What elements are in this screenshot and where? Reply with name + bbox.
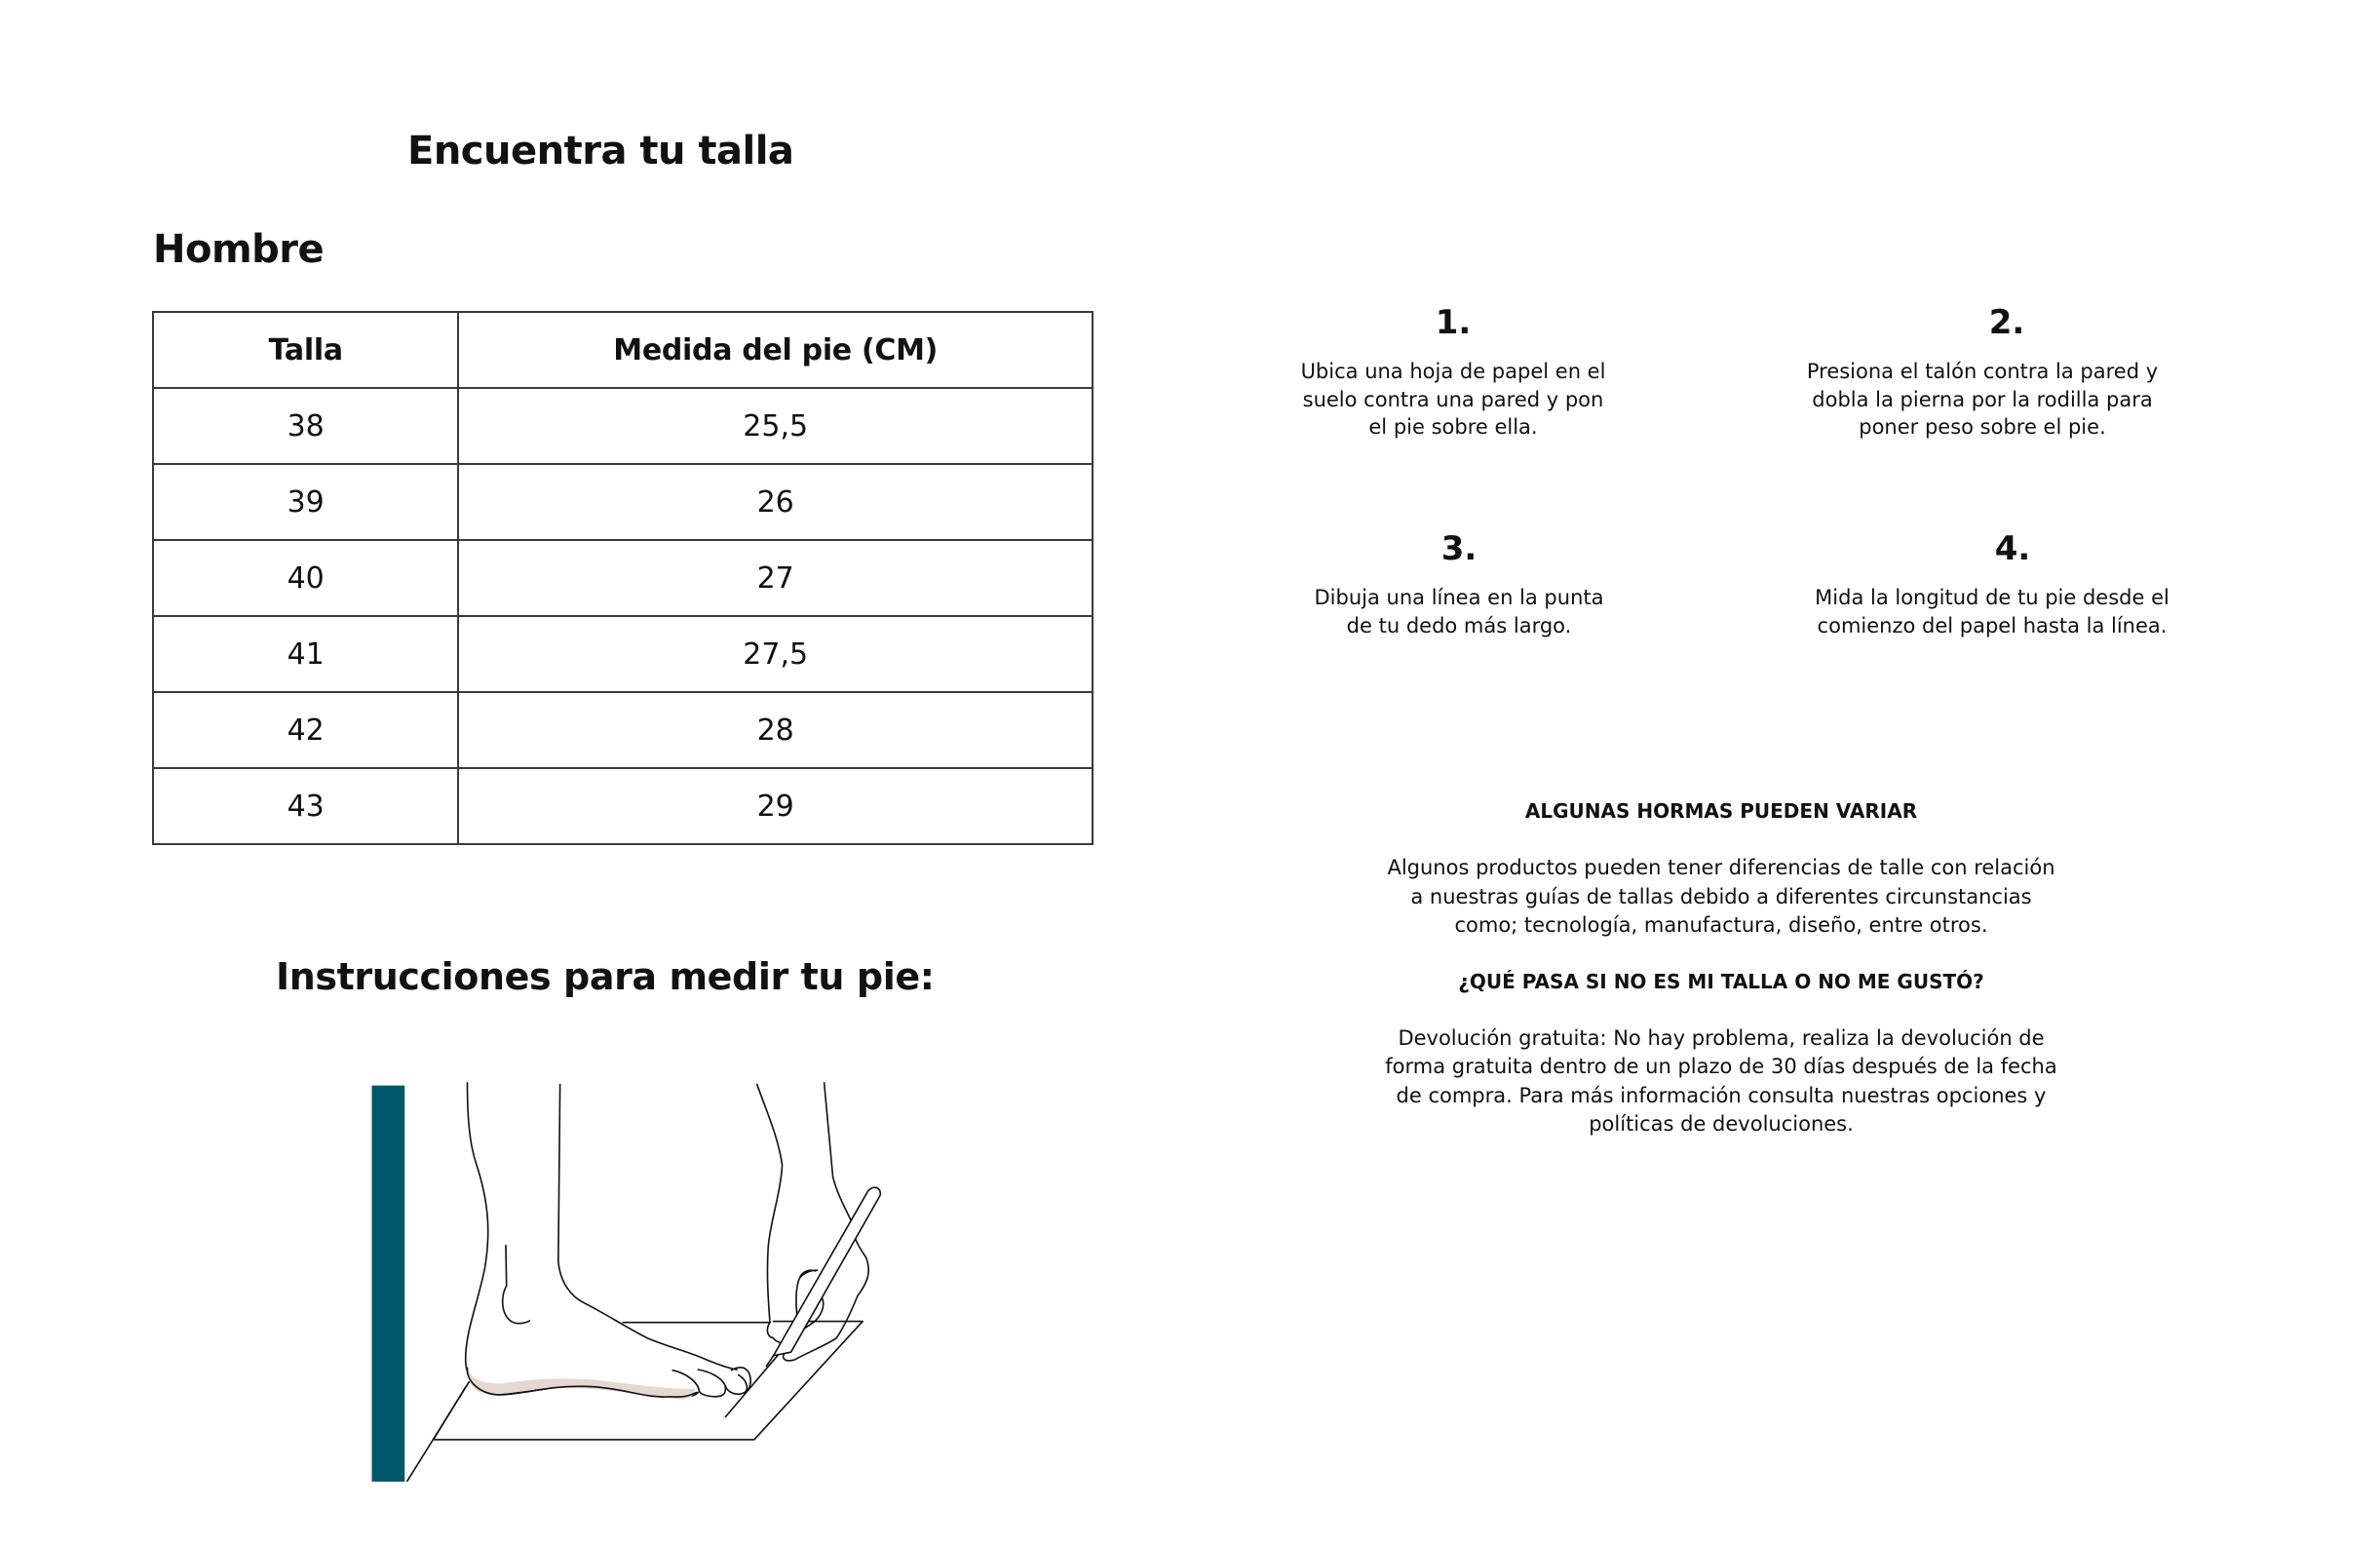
step-text-line: Presiona el talón contra la pared y <box>1806 360 2159 383</box>
step-text-line: el pie sobre ella. <box>1368 415 1538 439</box>
return-text-line: de compra. Para más información consulta nuestras opciones y <box>1396 1083 2047 1107</box>
table-row <box>153 616 1093 692</box>
step-text-line: Ubica una hoja de papel en el <box>1300 360 1606 383</box>
cell-talla: 39 <box>153 464 458 540</box>
step-number: 2. <box>1988 303 2025 342</box>
table-header-row <box>153 312 1093 388</box>
table-row <box>153 540 1093 616</box>
arm <box>757 1085 791 1343</box>
step-number: 1. <box>1435 303 1472 342</box>
cell-talla: 41 <box>153 616 458 692</box>
step-number: 4. <box>1994 529 2031 568</box>
foot-measuring-icon <box>361 1072 906 1482</box>
cell-talla: 38 <box>153 388 458 464</box>
leg-front <box>558 1085 737 1370</box>
wall-shape <box>371 1086 404 1482</box>
step-text-line: Dibuja una línea en la punta <box>1314 586 1604 609</box>
cell-talla: 43 <box>153 768 458 844</box>
cell-medida: 27,5 <box>458 616 1093 692</box>
section-title-hombre: Hombre <box>153 227 325 272</box>
column-header-talla: Talla <box>153 312 458 388</box>
step-1 <box>1219 303 1687 442</box>
step-text-line: comienzo del papel hasta la línea. <box>1817 613 2168 637</box>
step-4 <box>1758 529 2226 639</box>
size-table <box>152 311 1094 845</box>
return-heading: ¿QUÉ PASA SI NO ES MI TALLA O NO ME GUSTÓ? <box>1458 969 1984 993</box>
fit-text-line: como; tecnología, manufactura, diseño, entre otros. <box>1454 913 1988 937</box>
fit-notice <box>1331 797 2111 1139</box>
leg-back <box>466 1083 699 1397</box>
return-text-line: forma gratuita dentro de un plazo de 30 días después de la fecha <box>1385 1055 2057 1078</box>
fit-text-line: Algunos productos pueden tener diferencias de talle con relación <box>1387 856 2055 879</box>
cell-medida: 29 <box>458 768 1093 844</box>
cell-talla: 42 <box>153 692 458 768</box>
column-header-medida: Medida del pie (CM) <box>458 312 1093 388</box>
step-text-line: suelo contra una pared y pon <box>1302 387 1604 411</box>
step-text-line: poner peso sobre el pie. <box>1859 415 2106 439</box>
step-2 <box>1748 303 2216 442</box>
return-text-line: políticas de devoluciones. <box>1589 1112 1854 1136</box>
table-row <box>153 692 1093 768</box>
table-row <box>153 388 1093 464</box>
cell-medida: 25,5 <box>458 388 1093 464</box>
step-text-line: Mida la longitud de tu pie desde el <box>1815 586 2169 609</box>
step-number: 3. <box>1440 529 1478 568</box>
step-3 <box>1225 529 1693 639</box>
fit-text-line: a nuestras guías de tallas debido a diferentes circunstancias <box>1410 884 2032 908</box>
page-title: Encuentra tu talla <box>407 129 794 174</box>
cell-medida: 28 <box>458 692 1093 768</box>
table-row <box>153 768 1093 844</box>
cell-medida: 26 <box>458 464 1093 540</box>
ankle-line <box>503 1246 530 1324</box>
cell-medida: 27 <box>458 540 1093 616</box>
cell-talla: 40 <box>153 540 458 616</box>
return-text-line: Devolución gratuita: No hay problema, realiza la devolución de <box>1398 1025 2045 1050</box>
step-text-line: de tu dedo más largo. <box>1346 613 1572 637</box>
step-text-line: dobla la pierna por la rodilla para <box>1812 387 2153 411</box>
fit-heading: ALGUNAS HORMAS PUEDEN VARIAR <box>1524 799 1918 823</box>
instructions-title: Instrucciones para medir tu pie: <box>276 955 935 998</box>
table-row <box>153 464 1093 540</box>
